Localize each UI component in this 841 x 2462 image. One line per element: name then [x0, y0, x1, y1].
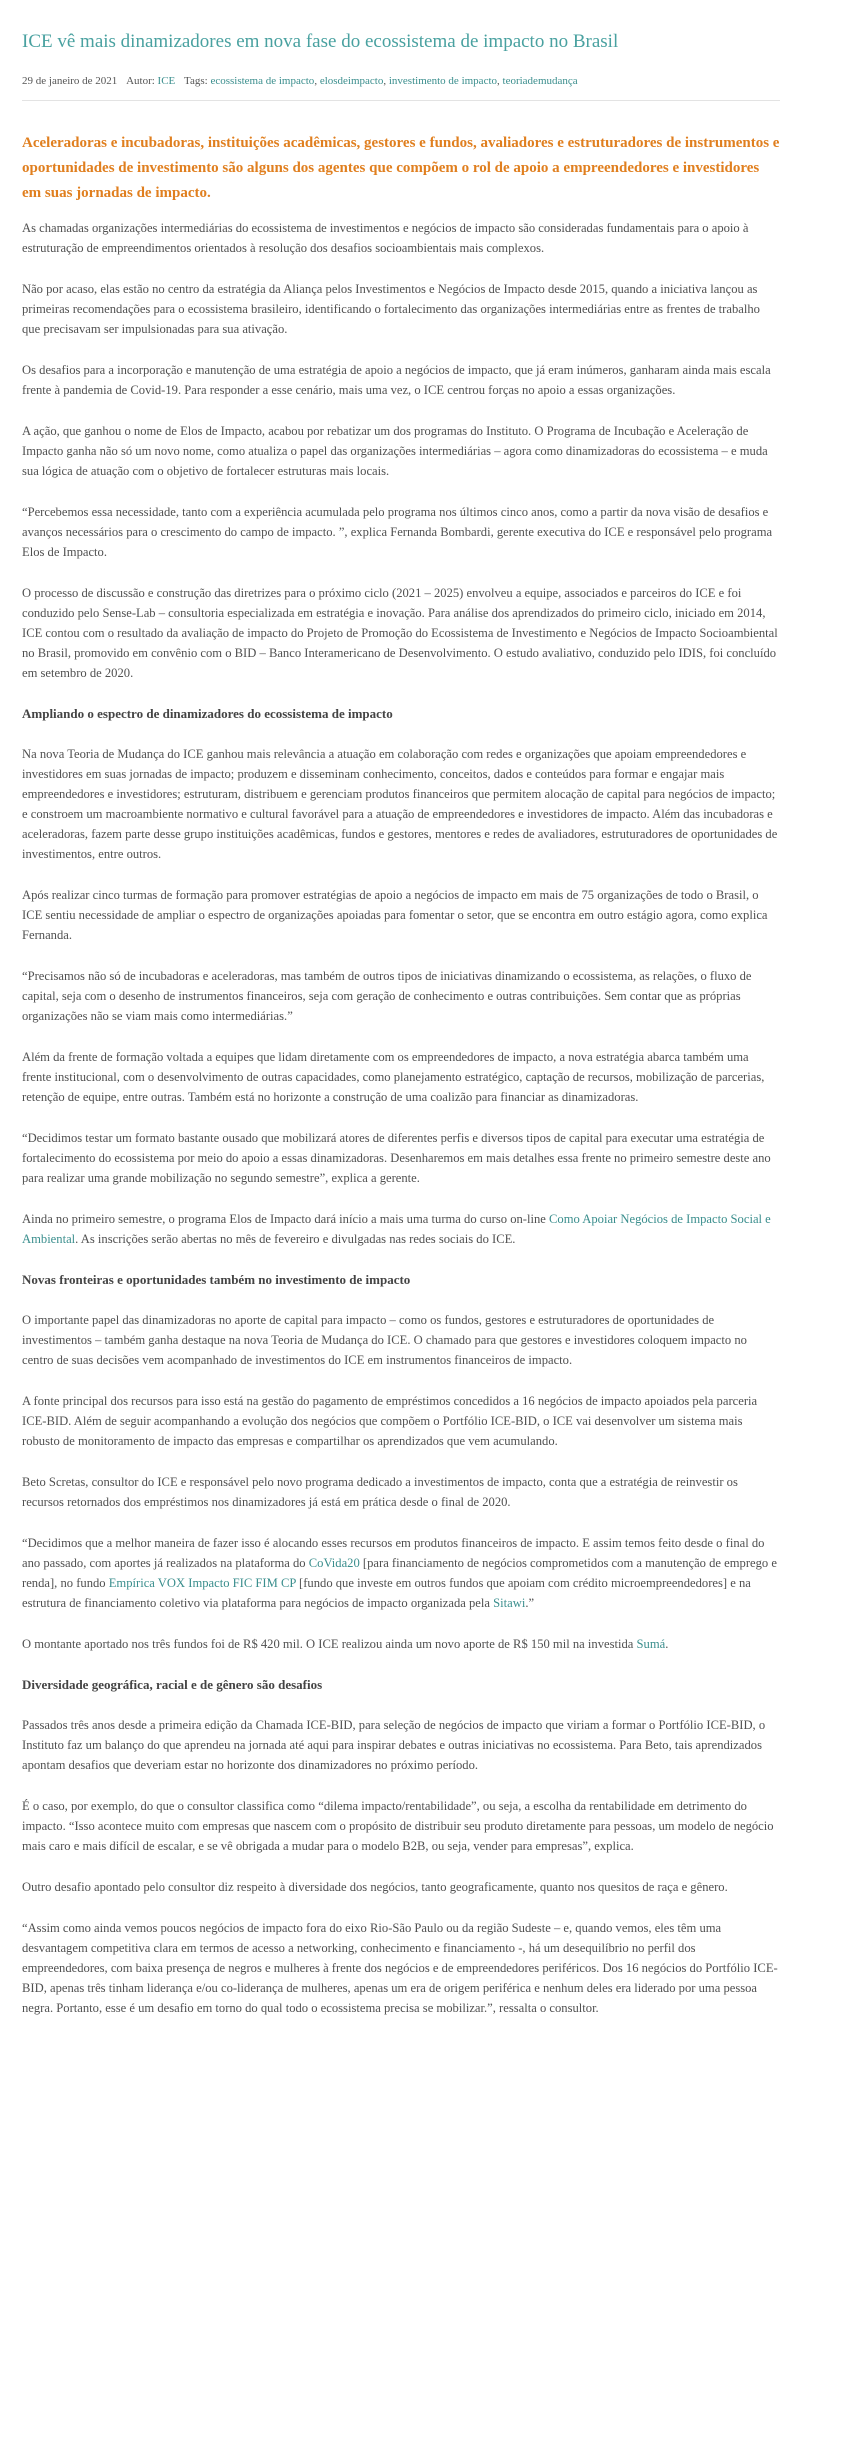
paragraph: Outro desafio apontado pelo consultor diz respeito à diversidade dos negócios, tanto geograficamente, quanto nos quesitos de raça e gênero. [22, 1880, 728, 1894]
article-meta: 29 de janeiro de 2021 Autor: ICE Tags: ecossistema de impacto, elosdeimpacto, investimento de impacto, teoriademudança [22, 74, 780, 101]
tag-link[interactable]: teoriademudança [502, 75, 578, 87]
quote-paragraph: “Decidimos testar um formato bastante ousado que mobilizará atores de diferentes perfis e diversos tipos de capital para executar uma estratégia de fortalecimento do ecossistema por meio do apoio a essas dinamizadoras. Desenharemos em mais detalhes essa frente no primeiro semestre deste ano para realizar uma grande mobilização no segundo semestre”, explica a gerente. [22, 1131, 771, 1185]
paragraph [22, 1209, 780, 1249]
tag-link[interactable]: investimento de impacto [388, 75, 498, 87]
text: [fundo que investe em outros fundos que apoiam com crédito microempreendedores] e na estrutura de financiamento coletivo via plataforma para negócios de impacto organizada pela [22, 1576, 751, 1610]
text: . [665, 1637, 669, 1651]
paragraph: Na nova Teoria de Mudança do ICE ganhou mais relevância a atuação em colaboração com redes e organizações que apoiam empreendedores e investidores em suas jornadas de impacto; produzem e disseminam conhecimento, conceitos, dados e conteúdos para formar e engajar mais empreendedores e investidores; estruturam, distribuem e gerenciam produtos financeiros que permitem alocação de capital para negócios de impacto; e constroem um macroambiente normativo e cultural favorável para a atuação de empreendedores e investidores de impacto. Além das incubadoras e aceleradoras, fazem parte desse grupo instituições acadêmicas, fundos e gestores, mentores e redes de avaliadores, estruturadores de oportunidades de investimentos, entre outros. [22, 747, 778, 861]
author-link[interactable]: ICE [157, 75, 176, 87]
tag-link[interactable]: elosdeimpacto [319, 75, 384, 87]
text: “Decidimos que a melhor maneira de fazer isso é alocando esses recursos em produtos financeiros de impacto. E assim temos feito desde o final do ano passado, com aportes já realizados na plataforma do [22, 1536, 765, 1570]
paragraph: Os desafios para a incorporação e manutenção de uma estratégia de apoio a negócios de impacto, que já eram inúmeros, ganharam ainda mais escala frente à pandemia de Covid-19. Para responder a esse cenário, mais uma vez, o ICE centrou forças no apoio a essas organizações. [22, 363, 771, 397]
paragraph: Não por acaso, elas estão no centro da estratégia da Aliança pelos Investimentos e Negócios de Impacto desde 2015, quando a iniciativa lançou as primeiras recomendações para o ecossistema brasileiro, identificando o fortalecimento das organizações intermediárias entre as frentes de trabalho que precisavam ser impulsionadas para sua ativação. [22, 282, 760, 336]
text: Ainda no primeiro semestre, o programa Elos de Impacto dará início a mais uma turma do curso on-line [22, 1212, 550, 1226]
paragraph: Além da frente de formação voltada a equipes que lidam diretamente com os empreendedores de impacto, a nova estratégia abarca também uma frente institucional, com o desenvolvimento de outras capacidades, como planejamento estratégico, captação de recursos, mobilização de parcerias, retenção de equipe, entre outras. Também está no horizonte a construção de uma coalizão para financiar as dinamizadoras. [22, 1050, 765, 1104]
covida20-link[interactable]: CoVida20 [308, 1556, 360, 1570]
quote-paragraph: “Percebemos essa necessidade, tanto com a experiência acumulada pelo programa nos últimos cinco anos, como a partir da nova visão de desafios e avanços necessários para o crescimento do campo de impacto. ”, explica Fernanda Bombardi, gerente executiva do ICE e responsável pelo programa Elos de Impacto. [22, 505, 773, 559]
section-heading: Novas fronteiras e oportunidades também no investimento de impacto [22, 1272, 411, 1287]
paragraph: As chamadas organizações intermediárias do ecossistema de investimentos e negócios de impacto são consideradas fundamentais para o apoio à estruturação de empreendimentos orientados à resolução dos desafios socioambientais mais complexos. [22, 221, 749, 255]
suma-link[interactable]: Sumá [636, 1637, 666, 1651]
article-title: ICE vê mais dinamizadores em nova fase do ecossistema de impacto no Brasil [22, 31, 619, 52]
section-heading: Ampliando o espectro de dinamizadores do ecossistema de impacto [22, 706, 393, 721]
paragraph [22, 1634, 780, 1654]
section-heading: Diversidade geográfica, racial e de gênero são desafios [22, 1677, 323, 1692]
text: O montante aportado nos três fundos foi de R$ 420 mil. O ICE realizou ainda um novo aporte de R$ 150 mil na investida [22, 1637, 637, 1651]
quote-paragraph: “Assim como ainda vemos poucos negócios de impacto fora do eixo Rio-São Paulo ou da região Sudeste – e, quando vemos, eles têm uma desvantagem competitiva clara em termos de acesso a networking, conhecimento e financiamento -, há um desequilíbrio no perfil dos empreendedores, com baixa presença de negros e mulheres à frente dos negócios e de empreendedores periféricos. Dos 16 negócios do Portfólio ICE-BID, apenas três tinham liderança e/ou co-liderança de mulheres, apenas um era de origem periférica e nenhum deles era liderado por uma pessoa negra. Portanto, esse é um desafio em torno do qual todo o ecossistema precisa se mobilizar.”, ressalta o consultor. [22, 1921, 778, 2015]
paragraph: Passados três anos desde a primeira edição da Chamada ICE-BID, para seleção de negócios de impacto que viriam a formar o Portfólio ICE-BID, o Instituto faz um balanço do que aprendeu na jornada até aqui para inspirar debates e outras iniciativas no ecossistema. Para Beto, tais aprendizados apontam desafios que deveriam estar no horizonte dos dinamizadores no próximo período. [22, 1718, 766, 1772]
tags-label: Tags: [184, 75, 208, 87]
article-date: 29 de janeiro de 2021 [22, 75, 118, 87]
course-link[interactable]: Como Apoiar Negócios de Impacto Social e Ambiental [22, 1212, 771, 1246]
text: [para financiamento de negócios comprometidos com a manutenção de emprego e renda], no fundo [22, 1556, 777, 1590]
article-lead: Aceleradoras e incubadoras, instituições acadêmicas, gestores e fundos, avaliadores e estruturadores de instrumentos e oportunidades de investimento são alguns dos agentes que compõem o rol de apoio a empreendedores e investidores em suas jornadas de impacto. [22, 135, 780, 201]
quote-paragraph: “Precisamos não só de incubadoras e aceleradoras, mas também de outros tipos de iniciativas dinamizando o ecossistema, as relações, o fluxo de capital, seja com o desenho de instrumentos financeiros, seja com geração de conhecimento e outras contribuições. Sem contar que as próprias organizações não se viam mais como intermediárias.” [22, 969, 752, 1023]
author-label: Autor: [126, 75, 155, 87]
paragraph: É o caso, por exemplo, do que o consultor classifica como “dilema impacto/rentabilidade”, ou seja, a escolha da rentabilidade em detrimento do impacto. “Isso acontece muito com empresas que nascem com o propósito de distribuir seu produto diretamente para pessoas, um modelo de negócio mais caro e mais difícil de escalar, e se vê obrigada a mudar para o modelo B2B, ou seja, vender para empresas”, explica. [22, 1799, 774, 1853]
paragraph: Após realizar cinco turmas de formação para promover estratégias de apoio a negócios de impacto em mais de 75 organizações de todo o Brasil, o ICE sentiu necessidade de ampliar o espectro de organizações apoiadas para fomentar o setor, que se encontra em outro estágio agora, como explica Fernanda. [22, 888, 768, 942]
paragraph: A fonte principal dos recursos para isso está na gestão do pagamento de empréstimos concedidos a 16 negócios de impacto apoiados pela parceria ICE-BID. Além de seguir acompanhando a evolução dos negócios que compõem o Portfólio ICE-BID, o ICE vai desenvolver um sistema mais robusto de monitoramento de impacto das empresas e compartilhar os aprendizados que vem acumulando. [22, 1394, 758, 1448]
empirica-link[interactable]: Empírica VOX Impacto FIC FIM CP [108, 1576, 296, 1590]
paragraph: A ação, que ganhou o nome de Elos de Impacto, acabou por rebatizar um dos programas do Instituto. O Programa de Incubação e Aceleração de Impacto ganha não só um novo nome, como atualiza o papel das organizações intermediárias – agora como dinamizadoras do ecossistema – e muda sua lógica de atuação com o objetivo de fortalecer estruturas mais locais. [22, 424, 768, 478]
paragraph: O processo de discussão e construção das diretrizes para o próximo ciclo (2021 – 2025) envolveu a equipe, associados e parceiros do ICE e foi conduzido pelo Sense-Lab – consultoria especializada em estratégia e inovação. Para análise dos aprendizados do primeiro ciclo, iniciado em 2014, ICE contou com o resultado da avaliação de impacto do Projeto de Promoção do Ecossistema de Investimento e Negócios de Impacto Socioambiental no Brasil, promovido em convênio com o BID – Banco Interamericano de Desenvolvimento. O estudo avaliativo, conduzido pelo IDIS, foi concluído em setembro de 2020. [22, 586, 778, 680]
text: .” [525, 1596, 535, 1610]
paragraph: O importante papel das dinamizadoras no aporte de capital para impacto – como os fundos, gestores e estruturadores de oportunidades de investimentos – também ganha destaque na nova Teoria de Mudança do ICE. O chamado para que gestores e investidores coloquem impacto no centro de suas decisões vem acompanhado de investimentos do ICE em instrumentos financeiros de impacto. [22, 1313, 747, 1367]
quote-paragraph [22, 1533, 780, 1613]
tag-link[interactable]: ecossistema de impacto [210, 75, 315, 87]
text: . As inscrições serão abertas no mês de fevereiro e divulgadas nas redes sociais do ICE. [75, 1232, 516, 1246]
sitawi-link[interactable]: Sitawi [493, 1596, 526, 1610]
paragraph: Beto Scretas, consultor do ICE e responsável pelo novo programa dedicado a investimentos de impacto, conta que a estratégia de reinvestir os recursos retornados dos empréstimos nos dinamizadores já está em prática desde o final de 2020. [22, 1475, 738, 1509]
